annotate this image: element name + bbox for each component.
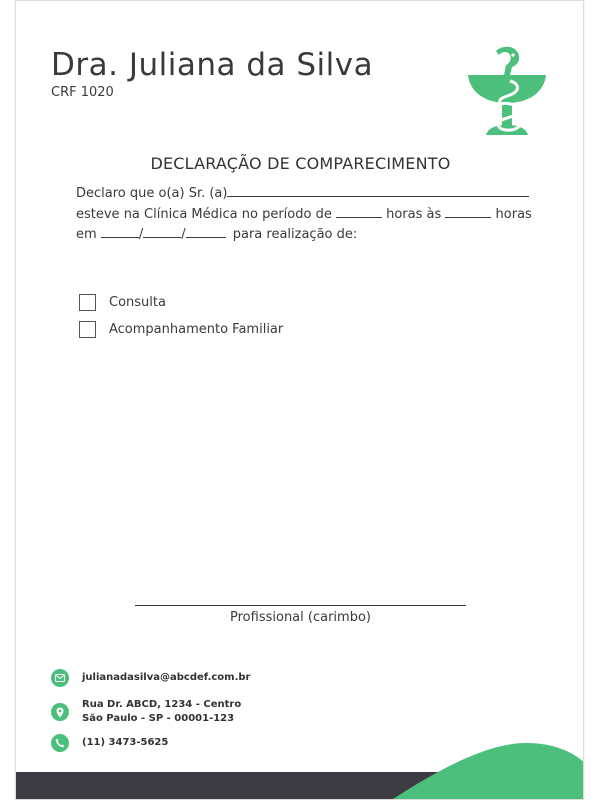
hours-until-text: horas às bbox=[386, 207, 442, 222]
footer-wave bbox=[16, 741, 584, 800]
hours-text: horas bbox=[495, 207, 532, 222]
email-icon bbox=[51, 669, 69, 687]
checkbox[interactable] bbox=[79, 294, 96, 311]
declaration-line-1 bbox=[76, 183, 529, 201]
location-pin-icon bbox=[51, 703, 69, 721]
end-time-blank-field[interactable] bbox=[445, 204, 491, 218]
declaration-text: Declaro que o(a) Sr. (a) bbox=[76, 186, 228, 201]
doctor-name: Dra. Juliana da Silva bbox=[51, 47, 374, 83]
period-text: esteve na Clínica Médica no período de bbox=[76, 207, 332, 222]
contact-email bbox=[51, 669, 250, 687]
pharmacy-bowl-of-hygieia-icon bbox=[466, 45, 548, 141]
prescription-sheet bbox=[15, 0, 584, 800]
signature-label: Profissional (carimbo) bbox=[230, 610, 371, 625]
purpose-text: para realização de: bbox=[232, 227, 358, 242]
date-separator: / bbox=[181, 227, 186, 242]
phone-text[interactable]: (11) 3473-5625 bbox=[82, 737, 169, 748]
declaration-line-2 bbox=[76, 204, 532, 222]
name-blank-field[interactable] bbox=[227, 183, 529, 197]
option-label: Acompanhamento Familiar bbox=[109, 322, 284, 337]
signature-line bbox=[135, 605, 466, 606]
contact-address bbox=[51, 698, 241, 726]
day-blank-field[interactable] bbox=[101, 224, 139, 238]
date-prefix-text: em bbox=[76, 227, 97, 242]
email-text[interactable]: julianadasilva@abcdef.com.br bbox=[82, 672, 251, 683]
doctor-registration: CRF 1020 bbox=[51, 85, 114, 100]
checkbox[interactable] bbox=[79, 321, 96, 338]
option-acompanhamento-familiar[interactable] bbox=[79, 321, 283, 338]
document-title: DECLARAÇÃO DE COMPARECIMENTO bbox=[150, 154, 451, 173]
address-line-1: Rua Dr. ABCD, 1234 - Centro bbox=[82, 699, 242, 710]
option-label: Consulta bbox=[109, 295, 166, 310]
year-blank-field[interactable] bbox=[186, 224, 226, 238]
address-line-2: São Paulo - SP - 00001-123 bbox=[82, 713, 235, 724]
address-block bbox=[82, 698, 241, 726]
declaration-line-3 bbox=[76, 224, 357, 242]
start-time-blank-field[interactable] bbox=[336, 204, 382, 218]
month-blank-field[interactable] bbox=[143, 224, 181, 238]
date-separator: / bbox=[138, 227, 144, 242]
option-consulta[interactable] bbox=[79, 294, 166, 311]
